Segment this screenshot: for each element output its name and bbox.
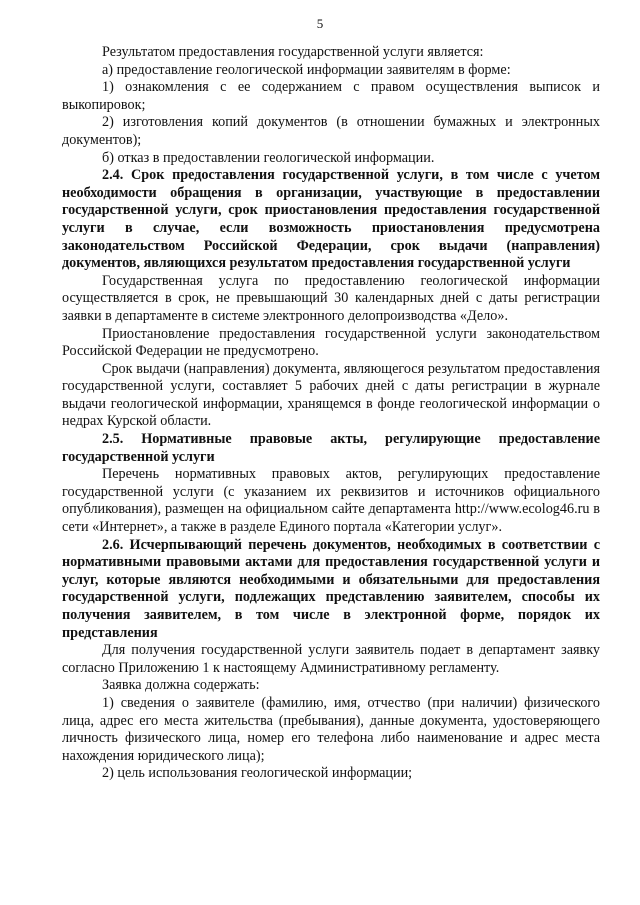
result-item-b: б) отказ в предоставлении геологической информации. [102, 149, 435, 166]
application-item-1: 1) сведения о заявителе (фамилию, имя, отчество (при наличии) физического лица, адрес его места жительства (пребывания), данные документа, удостоверяющего личность физического лица, номер его телефона либо наименование и адрес места нахождения юридического лица); [62, 694, 600, 764]
result-intro-paragraph: Результатом предоставления государственной услуги является: [102, 44, 484, 60]
section-heading-2-6: 2.6. Исчерпывающий перечень документов, необходимых в соответствии с нормативными правовыми актами для предоставления государственной услуги и услуг, которые являются необходимыми и обязательными для предоставления государственной услуги, подлежащих представлению заявителем, способы их получения заявителем, в том числе в электронной форме, порядок их представления [62, 536, 600, 641]
normative-acts-paragraph: Перечень нормативных правовых актов, регулирующих предоставление государственной услуги (с указанием их реквизитов и источников официального опубликования), размещен на официальном сайте департамента http://www.ecolog46.ru в сети «Интернет», а также в разделе Единого портала «Категории услуг». [62, 466, 600, 536]
section-heading-2-4: 2.4. Срок предоставления государственной услуги, в том числе с учетом необходимости обращения в организации, участвующие в предоставлении государственной услуги, срок приостановления предоставления государственной услуги в случае, если возможность приостановления предусмотрена законодательством Российской Федерации, срок выдачи (направления) документов, являющихся результатом предоставления государственной услуги [62, 167, 600, 272]
result-item-a-2: 2) изготовления копий документов (в отношении бумажных и электронных документов); [62, 114, 600, 148]
application-paragraph: Для получения государственной услуги заявитель подает в департамент заявку согласно Приложению 1 к настоящему Административному регламенту. [62, 642, 600, 676]
section-heading-2-5: 2.5. Нормативные правовые акты, регулирующие предоставление государственной услуги [62, 431, 600, 465]
issuance-term-paragraph: Срок выдачи (направления) документа, являющегося результатом предоставления государственной услуги, составляет 5 рабочих дней с даты регистрации в журнале выдачи геологической информации, хранящемся в фонде геологической информации о недрах Курской области. [62, 360, 600, 430]
application-item-2: 2) цель использования геологической информации; [102, 765, 413, 782]
result-item-a-1: 1) ознакомления с ее содержанием с правом осуществления выписок и выкопировок; [62, 79, 600, 113]
application-contents-intro: Заявка должна содержать: [102, 677, 260, 694]
result-item-a: а) предоставление геологической информации заявителям в форме: [102, 61, 511, 78]
page-number: 5 [316, 16, 324, 31]
suspension-paragraph: Приостановление предоставления государственной услуги законодательством Российской Федерации не предусмотрено. [62, 325, 600, 360]
service-term-paragraph: Государственная услуга по предоставлению геологической информации осуществляется в срок, не превышающий 30 календарных дней с даты регистрации заявки в департаменте в системе электронного делопроизводства «Дело». [62, 272, 600, 324]
